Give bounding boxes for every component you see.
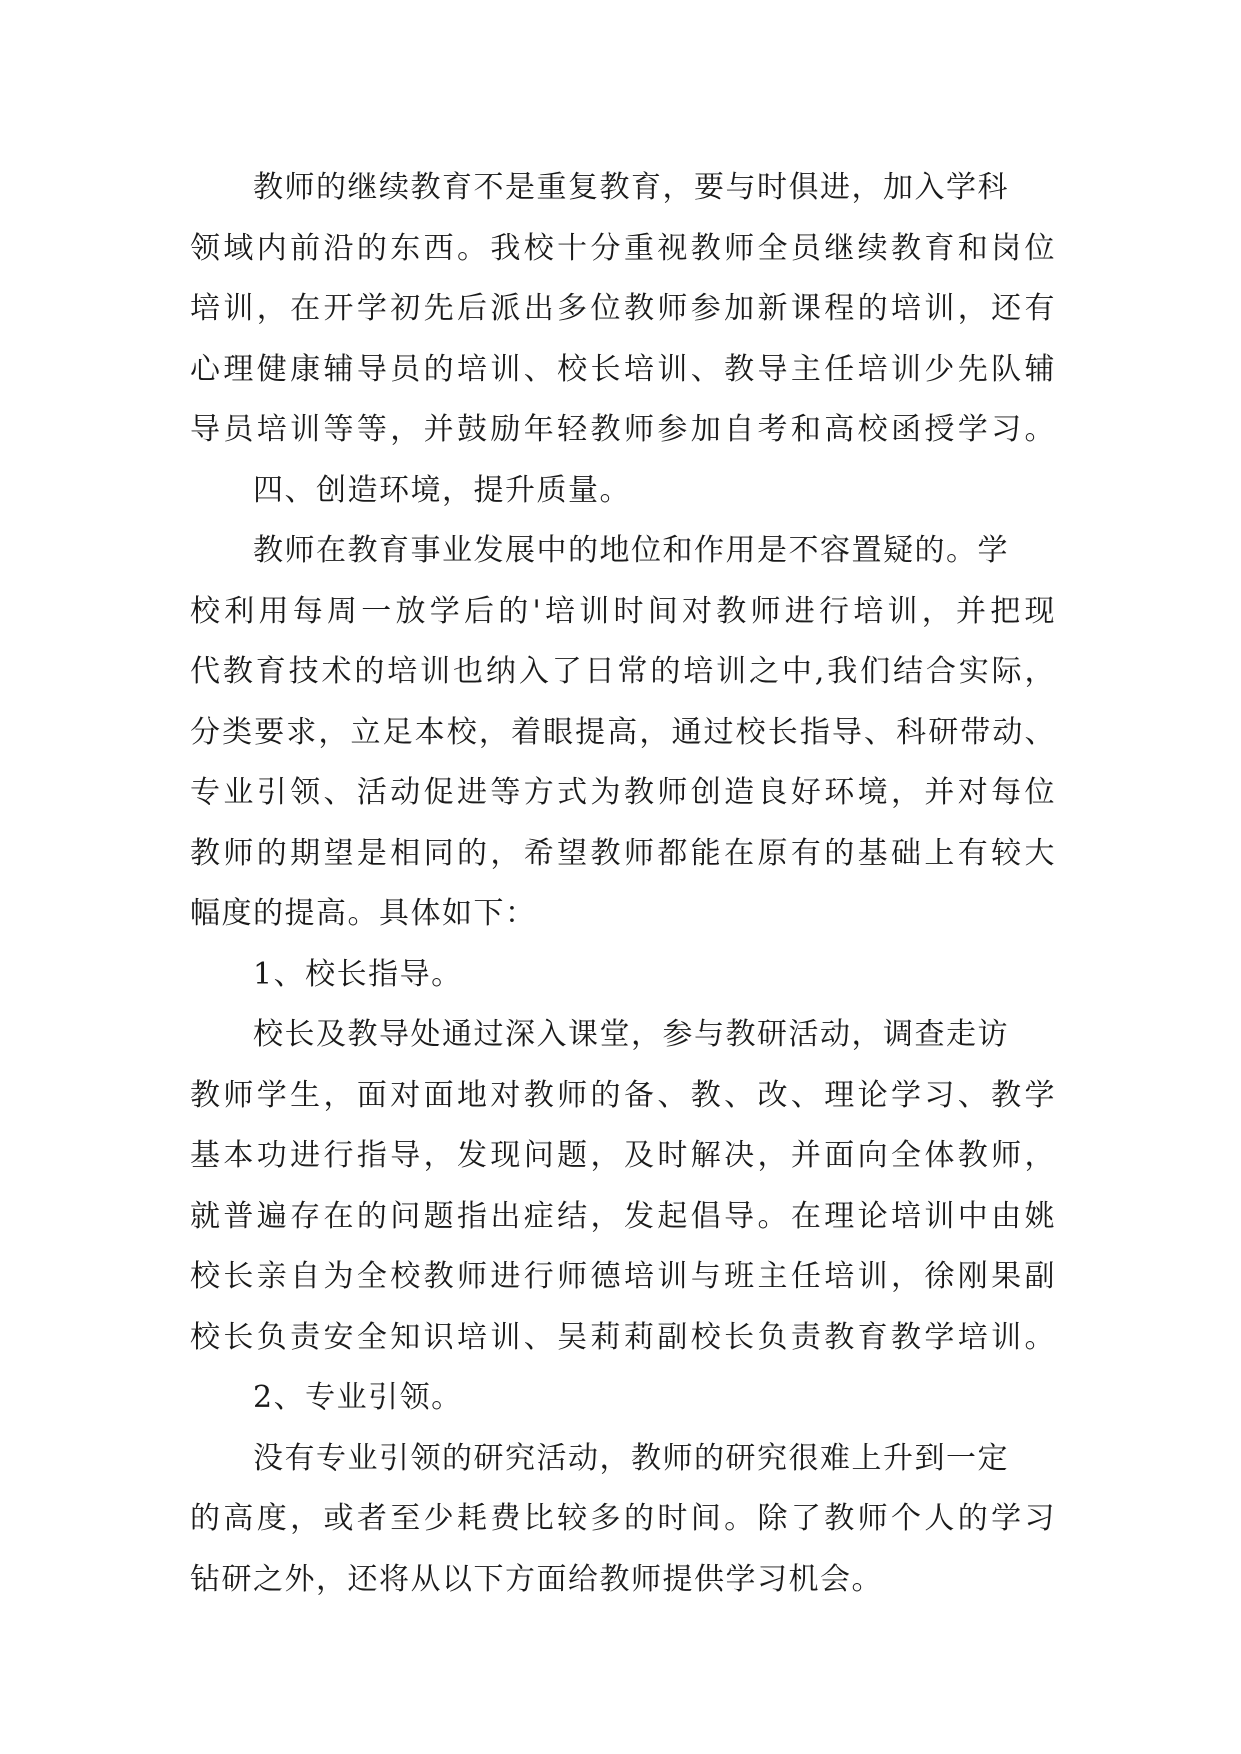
paragraph-line: 基本功进行指导，发现问题，及时解决，并面向全体教师， <box>190 1138 1056 1173</box>
paragraph-line: 心理健康辅导员的培训、校长培训、教导主任培训少先队辅 <box>190 351 1056 387</box>
paragraph-line: 代教育技术的培训也纳入了日常的培训之中,我们结合实际， <box>190 654 1056 689</box>
section-heading: 四、创造环境，提升质量。 <box>253 472 631 508</box>
paragraph-line: 幅度的提高。具体如下： <box>190 896 537 931</box>
paragraph-line: 校利用每周一放学后的'培训时间对教师进行培训，并把现 <box>190 593 1056 629</box>
paragraph-line: 的高度，或者至少耗费比较多的时间。除了教师个人的学习 <box>190 1501 1056 1536</box>
paragraph-line: 培训，在开学初先后派出多位教师参加新课程的培训，还有 <box>190 291 1056 326</box>
paragraph-line: 教师的继续教育不是重复教育，要与时俱进，加入学科 <box>253 170 1009 205</box>
document-body <box>190 158 1056 1610</box>
paragraph-line: 教师在教育事业发展中的地位和作用是不容置疑的。学 <box>253 533 1009 568</box>
paragraph-line: 就普遍存在的问题指出症结，发起倡导。在理论培训中由姚 <box>190 1198 1056 1234</box>
paragraph-line: 导员培训等等，并鼓励年轻教师参加自考和高校函授学习。 <box>190 412 1056 447</box>
paragraph-line: 校长负责安全知识培训、吴莉莉副校长负责教育教学培训。 <box>190 1319 1056 1355</box>
paragraph-line: 教师学生，面对面地对教师的备、教、改、理论学习、教学 <box>190 1077 1056 1113</box>
paragraph-line: 校长亲自为全校教师进行师德培训与班主任培训，徐刚果副 <box>190 1259 1056 1294</box>
paragraph-line: 钻研之外，还将从以下方面给教师提供学习机会。 <box>190 1561 883 1597</box>
paragraph-line: 领域内前沿的东西。我校十分重视教师全员继续教育和岗位 <box>190 230 1056 266</box>
subsection-heading: 2、专业引领。 <box>253 1380 463 1415</box>
paragraph-line: 没有专业引领的研究活动，教师的研究很难上升到一定 <box>253 1440 1009 1476</box>
subsection-heading: 1、校长指导。 <box>253 956 463 992</box>
paragraph-line: 教师的期望是相同的，希望教师都能在原有的基础上有较大 <box>190 835 1056 871</box>
paragraph-line: 校长及教导处通过深入课堂，参与教研活动，调查走访 <box>253 1017 1009 1052</box>
paragraph-line: 专业引领、活动促进等方式为教师创造良好环境，并对每位 <box>190 775 1056 810</box>
paragraph-line: 分类要求，立足本校，着眼提高，通过校长指导、科研带动、 <box>190 714 1056 750</box>
